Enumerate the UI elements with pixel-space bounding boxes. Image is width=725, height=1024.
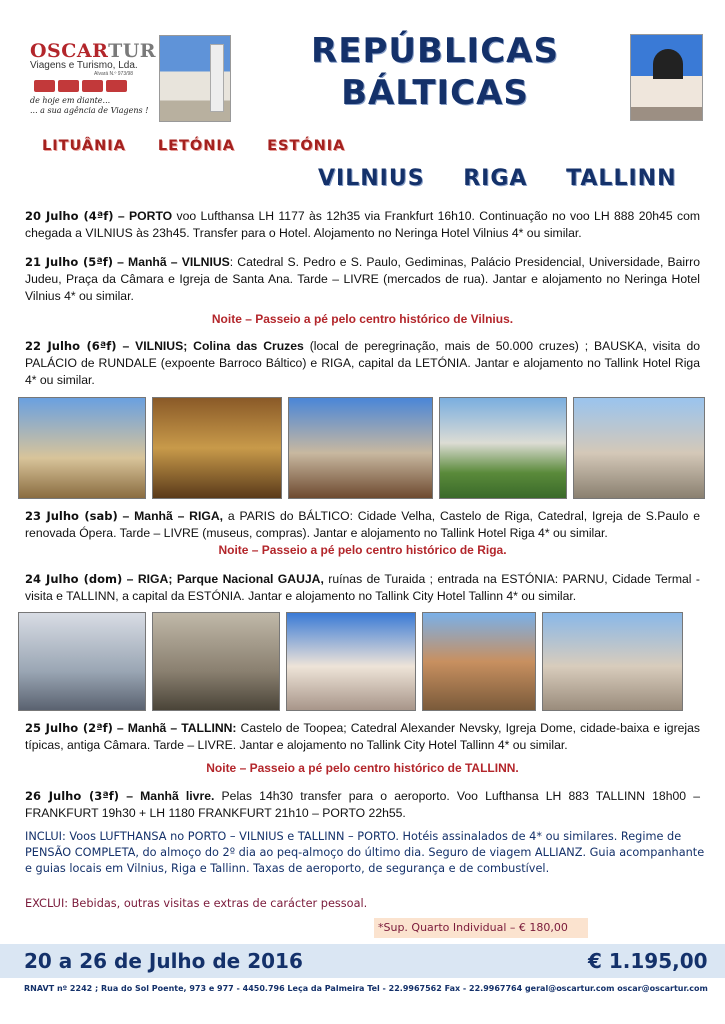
- day-date: 25 Julho (2ªf): [25, 721, 113, 735]
- includes-section: [25, 829, 705, 877]
- city-riga: RIGA: [463, 166, 528, 191]
- itinerary-day: [25, 720, 700, 754]
- city-vilnius: VILNIUS: [318, 166, 425, 191]
- train-icon: [106, 80, 127, 92]
- supplement-price: *Sup. Quarto Individual – € 180,00: [374, 918, 588, 938]
- day-date: 20 Julho (4ªf): [25, 209, 114, 223]
- day-date: 26 Julho (3ªf): [25, 789, 120, 803]
- includes-text: Voos LUFTHANSA no PORTO – VILNIUS e TALLINN – PORTO. Hotéis assinalados de 4* ou similares. Regime de PENSÃO COMPLETA, do almoço do 2º dia ao peq-almoço do último dia. Seguro de viagem ALLIANZ. Guia acompanhante e guias locais em Vilnius, Riga e Tallinn. Taxas de aeroporto, de segurança e de combustível.: [25, 830, 705, 875]
- page-title: [245, 30, 625, 114]
- day-text: Castelo de Toopea; Catedral Alexander Nevsky, Igreja Dome, cidade-baixa e igrejas típicas, antiga Câmara. Tarde – LIVRE. Jantar e alojamento no Tallink City Hotel Tallinn 4* ou similar.: [25, 721, 700, 752]
- tagline-line-1: de hoje em diante...: [30, 96, 111, 105]
- photo-strip-riga: [18, 397, 715, 499]
- itinerary-day: [25, 208, 700, 242]
- day-date: 21 Julho (5ªf): [25, 255, 114, 269]
- transport-icons: [34, 80, 150, 92]
- old-town-photo: [573, 397, 705, 499]
- day-text: Pelas 14h30 transfer para o aeroporto. Voo Lufthansa LH 883 TALLINN 18h00 – FRANKFURT 19h30 + LH 1180 FRANKFURT 21h10 – PORTO 22h55.: [25, 789, 700, 820]
- logo-license: Alvará N.º 973/98: [94, 71, 134, 77]
- includes-label: INCLUI:: [25, 830, 66, 843]
- city-list: [318, 166, 676, 191]
- day-heading: – RIGA; Parque Nacional GAUJA,: [122, 572, 324, 586]
- day-text: voo Lufthansa LH 1177 às 12h35 via Frankfurt 16h10. Continuação no voo LH 888 20h45 com chegada a VILNIUS às 23h45. Transfer para o Hotel. Alojamento no Neringa Hotel Vilnius 4* ou similar.: [25, 209, 701, 240]
- day-heading: – Manhã – TALLINN:: [112, 721, 237, 735]
- footer-contacts: RNAVT nº 2242 ; Rua do Sol Poente, 973 e 977 - 4450.796 Leça da Palmeira Tel - 22.9967562 Fax - 22.9967764 geral@oscartur.com oscar@oscartur.com: [24, 984, 708, 993]
- tagline-line-2: ... a sua agência de Viagens !: [30, 106, 149, 115]
- country-latvia: LETÓNIA: [157, 138, 236, 154]
- evening-note: Noite – Passeio a pé pelo centro histórico de Vilnius.: [211, 312, 514, 326]
- excludes-section: [25, 897, 367, 910]
- itinerary-day: [25, 254, 700, 305]
- evening-note: Noite – Passeio a pé pelo centro histórico de TALLINN.: [206, 761, 519, 775]
- country-lithuania: LITUÂNIA: [42, 138, 126, 154]
- logo-brand: [30, 40, 157, 62]
- opera-photo: [439, 397, 567, 499]
- day-heading: – Manhã – VILNIUS: [113, 255, 230, 269]
- logo-subtitle: Viagens e Turismo, Lda.: [30, 60, 138, 71]
- logo-brand-a: OSCAR: [30, 40, 109, 62]
- logo-brand-b: TUR: [108, 40, 157, 62]
- town-hall-square-photo: [542, 612, 683, 711]
- city-tallinn: TALLINN: [566, 166, 677, 191]
- day-text: ruínas de Turaida ; entrada na ESTÓNIA: PARNU, Cidade Termal - visita e TALLINN, a capital da ESTÓNIA. Jantar e alojamento no Tallink City Hotel Tallinn 4* ou similar.: [25, 572, 700, 603]
- church-photo: [18, 397, 146, 499]
- bus-icon: [34, 80, 55, 92]
- tallinn-panorama-photo: [422, 612, 536, 711]
- trip-price: € 1.195,00: [588, 949, 708, 973]
- vilnius-cathedral-photo: [159, 35, 231, 122]
- country-estonia: ESTÓNIA: [267, 138, 346, 154]
- altar-photo: [152, 397, 282, 499]
- house-of-blackheads-photo: [288, 397, 433, 499]
- trip-dates: 20 a 26 de Julho de 2016: [24, 949, 303, 973]
- excludes-text: Bebidas, outras visitas e extras de carácter pessoal.: [68, 897, 368, 910]
- itinerary-day: [25, 788, 700, 822]
- day-date: 22 Julho (6ªf): [25, 339, 117, 353]
- excludes-label: EXCLUI:: [25, 897, 69, 910]
- itinerary-day: [25, 508, 700, 542]
- nevsky-domes-photo: [286, 612, 416, 711]
- facade-sculpture-photo: [152, 612, 280, 711]
- title-line-1: REPÚBLICAS: [311, 31, 559, 71]
- day-date: 23 Julho (sab): [25, 509, 118, 523]
- itinerary-day: [25, 338, 700, 389]
- day-heading: – VILNIUS; Colina das Cruzes: [116, 339, 304, 353]
- company-logo: [30, 40, 157, 125]
- art-nouveau-photo: [18, 612, 146, 711]
- day-heading: – Manhã livre.: [119, 789, 215, 803]
- title-line-2: BÁLTICAS: [341, 73, 529, 113]
- day-date: 24 Julho (dom): [25, 572, 123, 586]
- day-heading: – PORTO: [113, 209, 173, 223]
- nevsky-cathedral-photo: [630, 34, 703, 121]
- country-list: [42, 138, 371, 154]
- day-text: : Catedral S. Pedro e S. Paulo, Gediminas, Palácio Presidencial, Universidade, Bairro Judeu, Praça da Câmara e Igreja de Santa Ana. Tarde – LIVRE (mercados de rua). Jantar e alojamento no Neringa Hotel Vilnius 4* ou similar.: [25, 255, 700, 303]
- photo-strip-tallinn: [18, 612, 695, 711]
- ship-icon: [82, 80, 103, 92]
- day-heading: – Manhã – RIGA,: [117, 509, 224, 523]
- logo-tagline: [30, 96, 150, 116]
- evening-note: Noite – Passeio a pé pelo centro histórico de Riga.: [218, 543, 507, 557]
- day-text: (local de peregrinação, mais de 50.000 cruzes) ; BAUSKA, visita do PALÁCIO de RUNDALE (expoente Barroco Báltico) e RIGA, capital da LETÓNIA. Jantar e alojamento no Tallink Hotel Riga 4* ou similar.: [25, 339, 700, 387]
- itinerary-day: [25, 571, 700, 605]
- day-text: a PARIS do BÁLTICO: Cidade Velha, Castelo de Riga, Catedral, Igreja de S.Paulo e renovada Ópera. Tarde – LIVRE (museus, compras). Jantar e alojamento no Tallink Hotel Riga 4* ou similar.: [25, 509, 700, 540]
- plane-icon: [58, 80, 79, 92]
